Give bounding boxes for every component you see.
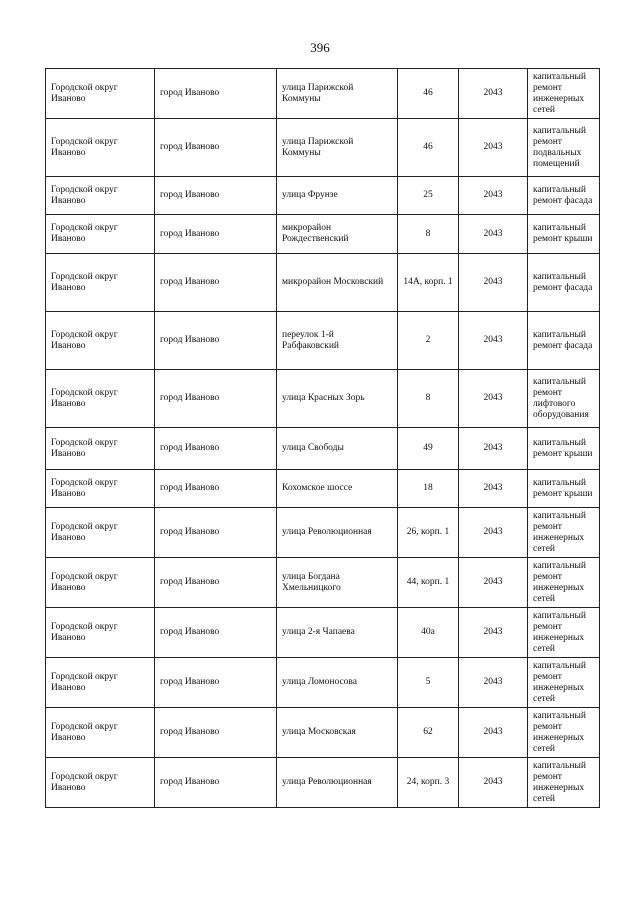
city-cell: город Иваново xyxy=(155,370,277,428)
city-cell: город Иваново xyxy=(155,177,277,215)
city-cell: город Иваново xyxy=(155,558,277,608)
house-number-cell: 49 xyxy=(398,428,459,470)
street-cell: микрорайон Московский xyxy=(277,254,398,312)
year-cell: 2043 xyxy=(459,658,528,708)
work-type-cell: капитальный ремонт инженерных сетей xyxy=(528,658,600,708)
table-row xyxy=(46,608,600,658)
year-cell: 2043 xyxy=(459,428,528,470)
house-number-cell: 46 xyxy=(398,119,459,177)
work-type-cell: капитальный ремонт фасада xyxy=(528,177,600,215)
city-cell: город Иваново xyxy=(155,428,277,470)
house-number-cell: 14А, корп. 1 xyxy=(398,254,459,312)
year-cell: 2043 xyxy=(459,608,528,658)
house-number-cell: 8 xyxy=(398,215,459,254)
city-cell: город Иваново xyxy=(155,470,277,508)
work-type-cell: капитальный ремонт лифтового оборудования xyxy=(528,370,600,428)
table-row xyxy=(46,215,600,254)
street-cell: улица Революционная xyxy=(277,758,398,808)
table-row xyxy=(46,758,600,808)
street-cell: улица Ломоносова xyxy=(277,658,398,708)
work-type-cell: капитальный ремонт крыши xyxy=(528,470,600,508)
district-cell: Городской округ Иваново xyxy=(46,428,155,470)
year-cell: 2043 xyxy=(459,370,528,428)
street-cell: улица Красных Зорь xyxy=(277,370,398,428)
table-row xyxy=(46,177,600,215)
work-type-cell: капитальный ремонт фасада xyxy=(528,254,600,312)
year-cell: 2043 xyxy=(459,215,528,254)
work-type-cell: капитальный ремонт инженерных сетей xyxy=(528,608,600,658)
work-type-cell: капитальный ремонт инженерных сетей xyxy=(528,558,600,608)
work-type-cell: капитальный ремонт крыши xyxy=(528,428,600,470)
district-cell: Городской округ Иваново xyxy=(46,470,155,508)
page-number: 396 xyxy=(310,40,330,55)
city-cell: город Иваново xyxy=(155,658,277,708)
table-row xyxy=(46,708,600,758)
work-type-cell: капитальный ремонт инженерных сетей xyxy=(528,758,600,808)
year-cell: 2043 xyxy=(459,470,528,508)
year-cell: 2043 xyxy=(459,177,528,215)
district-cell: Городской округ Иваново xyxy=(46,69,155,119)
city-cell: город Иваново xyxy=(155,119,277,177)
year-cell: 2043 xyxy=(459,708,528,758)
street-cell: улица Парижской Коммуны xyxy=(277,69,398,119)
district-cell: Городской округ Иваново xyxy=(46,177,155,215)
city-cell: город Иваново xyxy=(155,708,277,758)
house-number-cell: 62 xyxy=(398,708,459,758)
table-row xyxy=(46,69,600,119)
table-row xyxy=(46,658,600,708)
street-cell: улица Богдана Хмельницкого xyxy=(277,558,398,608)
work-type-cell: капитальный ремонт крыши xyxy=(528,215,600,254)
street-cell: улица Парижской Коммуны xyxy=(277,119,398,177)
district-cell: Городской округ Иваново xyxy=(46,608,155,658)
table-row xyxy=(46,470,600,508)
house-number-cell: 8 xyxy=(398,370,459,428)
district-cell: Городской округ Иваново xyxy=(46,254,155,312)
house-number-cell: 26, корп. 1 xyxy=(398,508,459,558)
work-type-cell: капитальный ремонт инженерных сетей xyxy=(528,69,600,119)
district-cell: Городской округ Иваново xyxy=(46,658,155,708)
street-cell: улица Революционная xyxy=(277,508,398,558)
table-row xyxy=(46,312,600,370)
table-row xyxy=(46,508,600,558)
street-cell: Кохомское шоссе xyxy=(277,470,398,508)
street-cell: переулок 1-й Рабфаковский xyxy=(277,312,398,370)
year-cell: 2043 xyxy=(459,69,528,119)
table-row xyxy=(46,119,600,177)
city-cell: город Иваново xyxy=(155,215,277,254)
table-row xyxy=(46,370,600,428)
house-number-cell: 40а xyxy=(398,608,459,658)
city-cell: город Иваново xyxy=(155,508,277,558)
street-cell: микрорайон Рождественский xyxy=(277,215,398,254)
table-row xyxy=(46,428,600,470)
city-cell: город Иваново xyxy=(155,254,277,312)
work-type-cell: капитальный ремонт инженерных сетей xyxy=(528,508,600,558)
street-cell: улица Свободы xyxy=(277,428,398,470)
work-type-cell: капитальный ремонт фасада xyxy=(528,312,600,370)
district-cell: Городской округ Иваново xyxy=(46,312,155,370)
district-cell: Городской округ Иваново xyxy=(46,558,155,608)
year-cell: 2043 xyxy=(459,558,528,608)
street-cell: улица Фрунзе xyxy=(277,177,398,215)
work-type-cell: капитальный ремонт инженерных сетей xyxy=(528,708,600,758)
table-row xyxy=(46,254,600,312)
year-cell: 2043 xyxy=(459,758,528,808)
year-cell: 2043 xyxy=(459,119,528,177)
district-cell: Городской округ Иваново xyxy=(46,758,155,808)
year-cell: 2043 xyxy=(459,254,528,312)
street-cell: улица 2-я Чапаева xyxy=(277,608,398,658)
house-number-cell: 18 xyxy=(398,470,459,508)
city-cell: город Иваново xyxy=(155,608,277,658)
district-cell: Городской округ Иваново xyxy=(46,215,155,254)
house-number-cell: 44, корп. 1 xyxy=(398,558,459,608)
year-cell: 2043 xyxy=(459,508,528,558)
house-number-cell: 5 xyxy=(398,658,459,708)
district-cell: Городской округ Иваново xyxy=(46,708,155,758)
district-cell: Городской округ Иваново xyxy=(46,370,155,428)
table-row xyxy=(46,558,600,608)
work-type-cell: капитальный ремонт подвальных помещений xyxy=(528,119,600,177)
house-number-cell: 2 xyxy=(398,312,459,370)
registry-table xyxy=(45,68,600,808)
house-number-cell: 24, корп. 3 xyxy=(398,758,459,808)
year-cell: 2043 xyxy=(459,312,528,370)
city-cell: город Иваново xyxy=(155,758,277,808)
house-number-cell: 25 xyxy=(398,177,459,215)
street-cell: улица Московская xyxy=(277,708,398,758)
district-cell: Городской округ Иваново xyxy=(46,508,155,558)
city-cell: город Иваново xyxy=(155,69,277,119)
district-cell: Городской округ Иваново xyxy=(46,119,155,177)
house-number-cell: 46 xyxy=(398,69,459,119)
city-cell: город Иваново xyxy=(155,312,277,370)
